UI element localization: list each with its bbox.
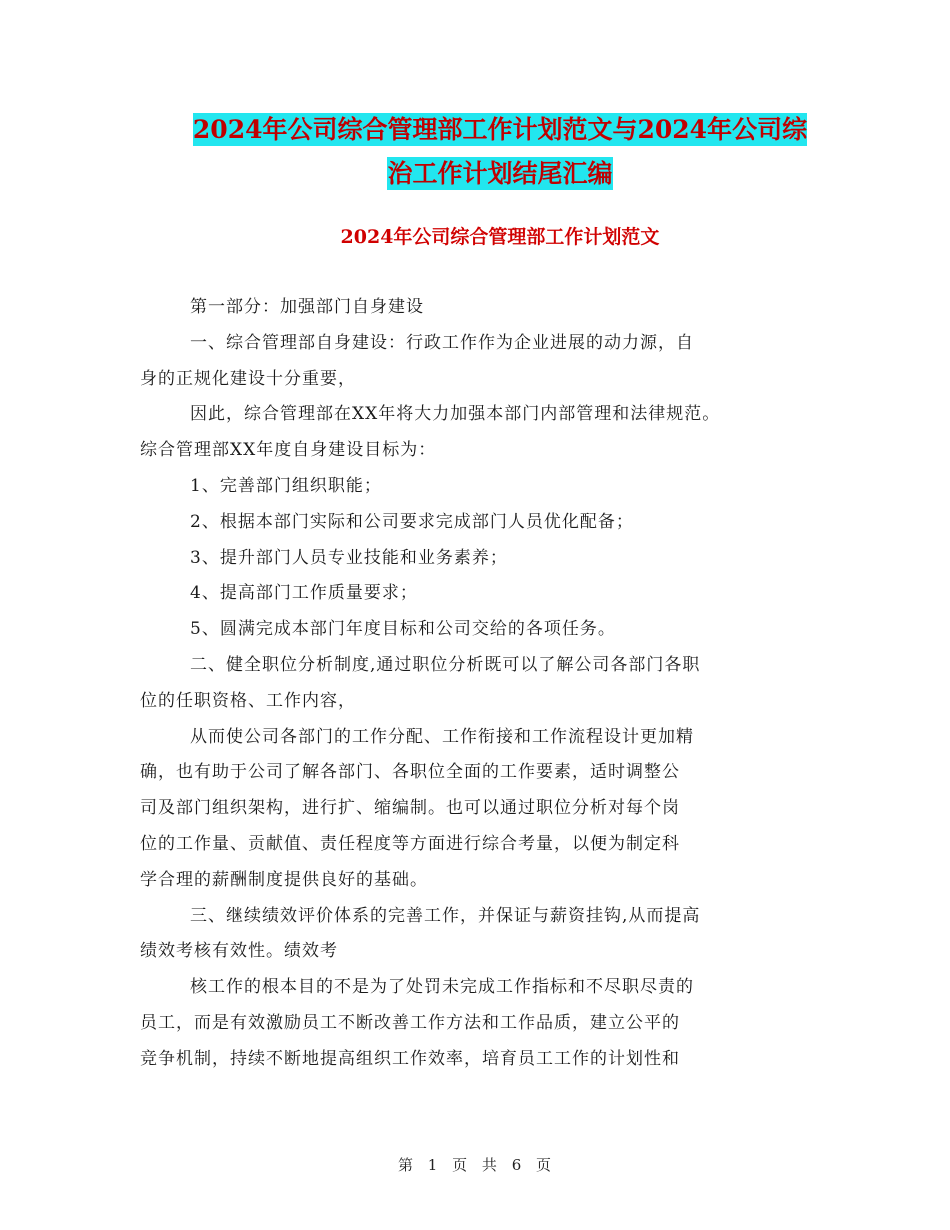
text-line: 2、根据本部门实际和公司要求完成部门人员优化配备； [190,511,634,532]
text-line: 司及部门组织架构，进行扩、缩编制。也可以通过职位分析对每个岗 [140,798,680,819]
text-line: 确，也有助于公司了解各部门、各职位全面的工作要素，适时调整公 [140,762,680,783]
document-title [140,108,860,196]
text-line: 综合管理部XX年度自身建设目标为： [140,440,437,461]
text-line: 位的任职资格、工作内容， [140,690,356,711]
document-title-line-1: 2024年公司综合管理部工作计划范文与2024年公司综 [192,115,808,144]
footer-total-unit: 页 [536,1156,553,1174]
text-line: 4、提高部门工作质量要求； [190,583,418,604]
text-line: 一、综合管理部自身建设：行政工作作为企业进展的动力源，自 [190,332,694,353]
footer-page-label: 第 [397,1156,414,1174]
text-line: 1、完善部门组织职能； [190,475,382,496]
text-line: 绩效考核有效性。绩效考 [140,941,338,962]
text-line: 第一部分：加强部门自身建设 [190,297,424,317]
footer-total-label: 共 [481,1156,498,1174]
text-line: 身的正规化建设十分重要， [140,368,356,389]
text-line: 5、圆满完成本部门年度目标和公司交给的各项任务。 [190,619,616,640]
text-line: 员工，而是有效激励员工不断改善工作方法和工作品质，建立公平的 [140,1012,680,1033]
text-line: 三、继续绩效评价体系的完善工作，并保证与薪资挂钩,从而提高 [190,905,701,926]
text-line: 竞争机制，持续不断地提高组织工作效率，培育员工工作的计划性和 [140,1048,680,1069]
text-line: 位的工作量、贡献值、责任程度等方面进行综合考量，以便为制定科 [140,833,680,854]
footer-page-unit: 页 [452,1156,469,1174]
text-line: 因此，综合管理部在XX年将大力加强本部门内部管理和法律规范。 [190,404,721,425]
text-line: 核工作的根本目的不是为了处罚未完成工作指标和不尽职尽责的 [190,977,694,998]
body-text [140,290,820,1078]
text-line: 从而使公司各部门的工作分配、工作衔接和工作流程设计更加精 [190,726,694,747]
document-title-line-2: 治工作计划结尾汇编 [387,159,613,188]
section-title: 2024年公司综合管理部工作计划范文 [340,226,660,248]
footer-total-pages: 6 [511,1156,523,1174]
text-line: 学合理的薪酬制度提供良好的基础。 [140,869,428,890]
page-footer [0,1154,950,1175]
text-line: 3、提升部门人员专业技能和业务素养； [190,547,508,568]
text-line: 二、健全职位分析制度,通过职位分析既可以了解公司各部门各职 [190,654,701,675]
footer-page-number: 1 [427,1156,439,1174]
